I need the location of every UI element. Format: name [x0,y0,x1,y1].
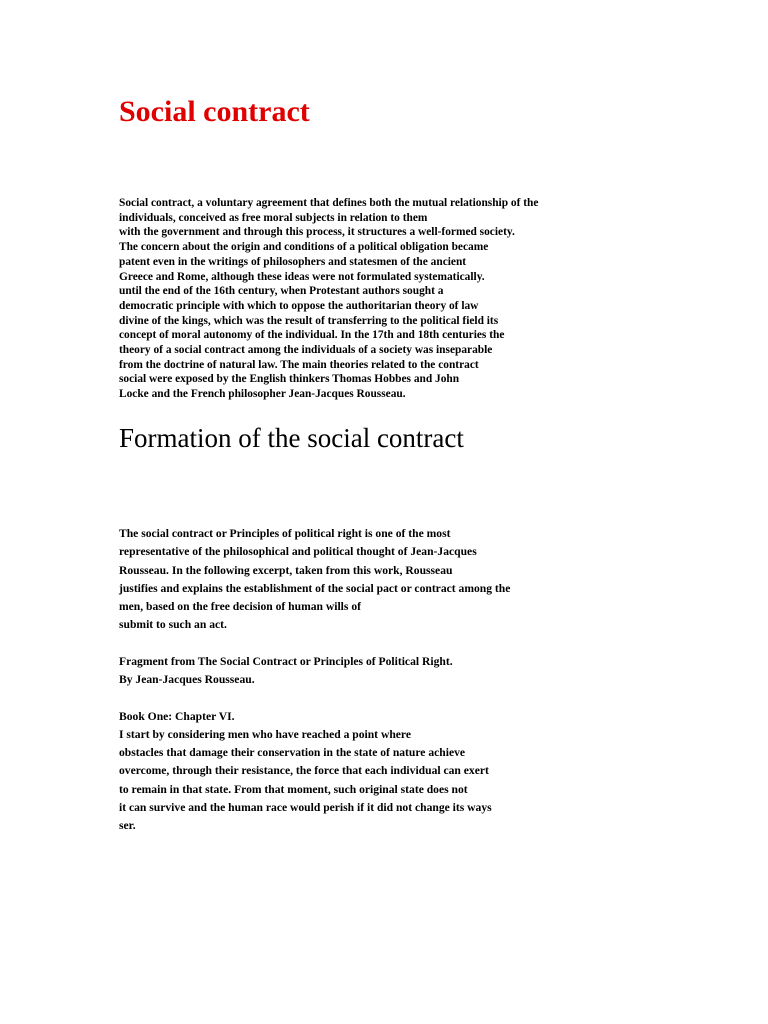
text-line: Book One: Chapter VI. [119,709,235,723]
text-line: Greece and Rome, although these ideas were not formulated systematically. [119,270,485,283]
text-line: to remain in that state. From that moment, such original state does not [119,782,468,796]
text-line: individuals, conceived as free moral subjects in relation to them [119,211,428,224]
section-body [119,525,559,835]
text-line: submit to such an act. [119,618,227,632]
text-line: Social contract, a voluntary agreement that defines both the mutual relationship of the [119,197,539,209]
text-line: from the doctrine of natural law. The main theories related to the contract [119,358,479,371]
paragraph-gap [119,635,559,653]
text-line: The concern about the origin and conditions of a political obligation became [119,241,489,254]
text-line: democratic principle with which to oppose the authoritarian theory of law [119,299,479,312]
text-line: Fragment from The Social Contract or Principles of Political Right. [119,654,453,668]
text-line: justifies and explains the establishment of the social pact or contract among the [119,581,511,595]
text-line: By Jean-Jacques Rousseau. [119,673,255,686]
text-line: theory of a social contract among the individuals of a society was inseparable [119,344,493,357]
text-line: social were exposed by the English thinkers Thomas Hobbes and John [119,373,460,386]
text-line: obstacles that damage their conservation in the state of nature achieve [119,746,466,759]
text-line: I start by considering men who have reached a point where [119,727,411,741]
text-line: Rousseau. In the following excerpt, taken from this work, Rousseau [119,563,453,577]
page-title: Social contract [119,95,310,128]
intro-paragraph [119,196,559,402]
text-line: until the end of the 16th century, when Protestant authors sought a [119,285,444,298]
text-line: concept of moral autonomy of the individual. In the 17th and 18th centuries the [119,329,505,342]
text-line: ser. [119,819,136,832]
text-line: with the government and through this process, it structures a well-formed society. [119,226,515,239]
text-line: it can survive and the human race would perish if it did not change its ways [119,800,492,814]
text-line: divine of the kings, which was the result of transferring to the political field its [119,314,499,327]
text-line: Locke and the French philosopher Jean-Jacques Rousseau. [119,388,406,401]
text-line: men, based on the free decision of human wills of [119,600,361,613]
text-line: patent even in the writings of philosophers and statesmen of the ancient [119,255,467,268]
section-heading: Formation of the social contract [119,423,464,453]
text-line: The social contract or Principles of political right is one of the most [119,527,451,540]
text-line: representative of the philosophical and political thought of Jean-Jacques [119,545,477,559]
text-line: overcome, through their resistance, the force that each individual can exert [119,764,489,778]
paragraph-gap [119,689,559,707]
